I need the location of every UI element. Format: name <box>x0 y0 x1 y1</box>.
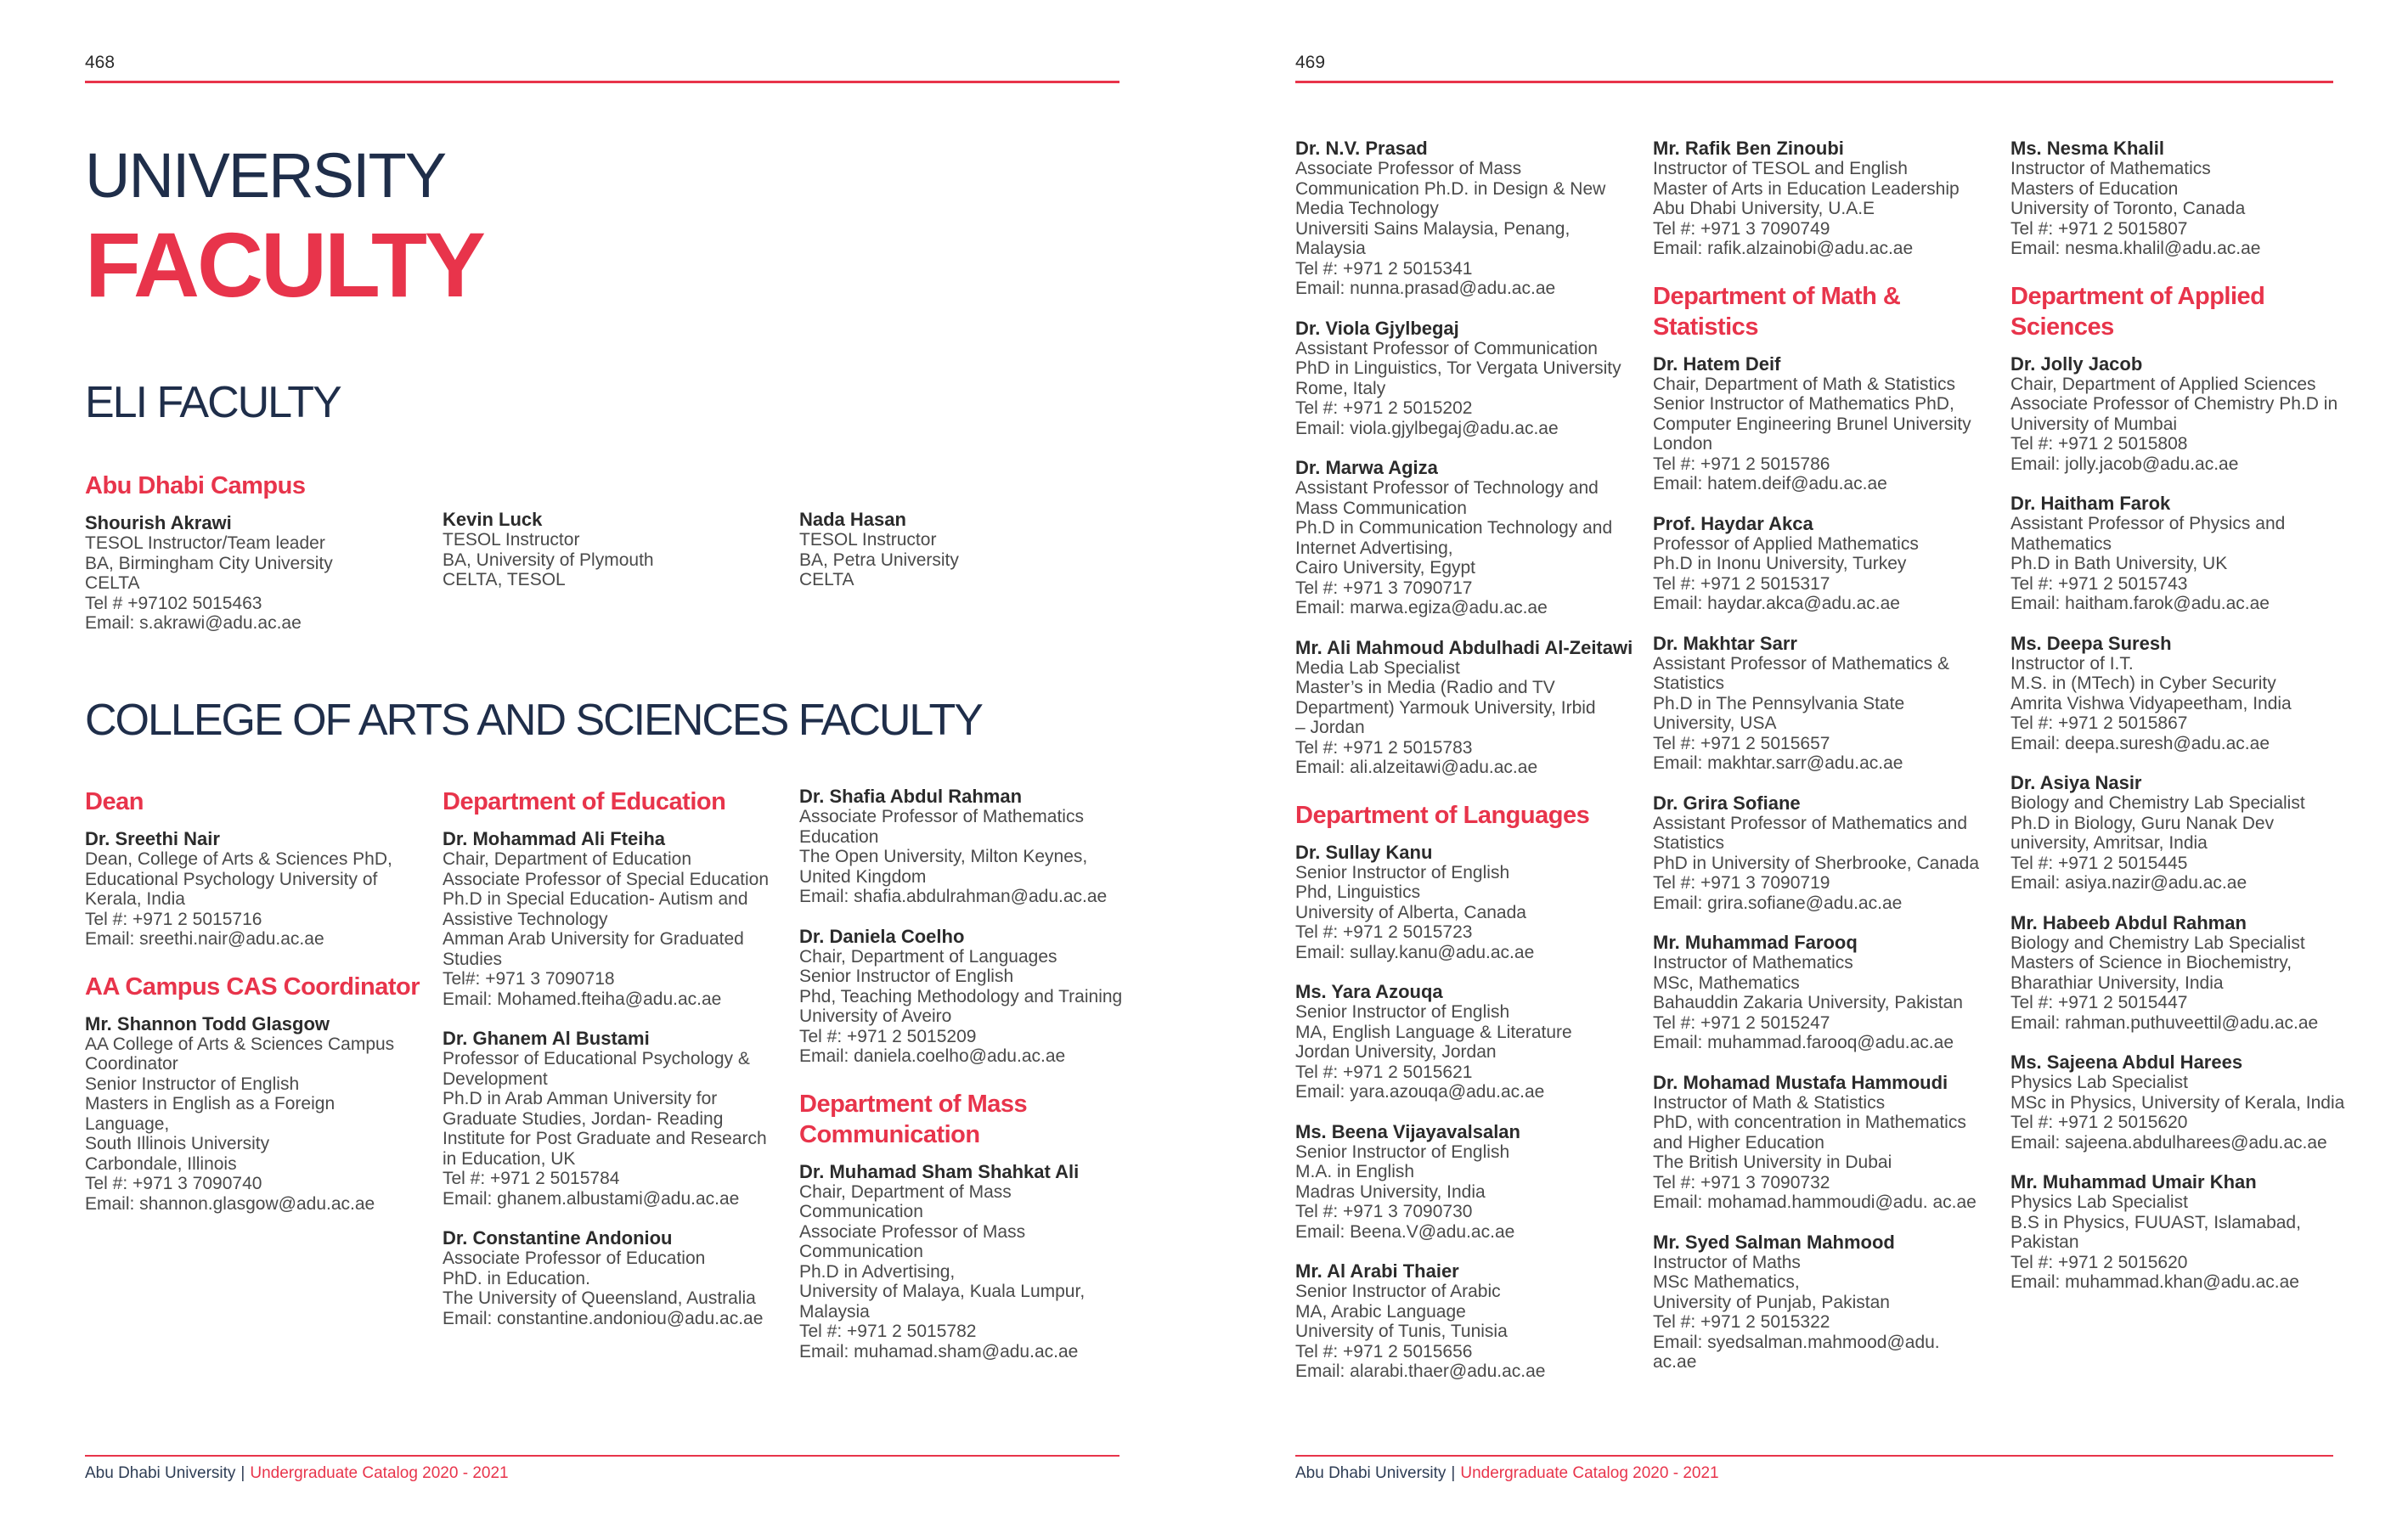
faculty-detail-line: Communication <box>799 1242 923 1261</box>
faculty-detail-line: Email: sreethi.nair@adu.ac.ae <box>85 929 324 949</box>
faculty-detail-line: Physics Lab Specialist <box>2010 1073 2188 1092</box>
faculty-detail-line: Tel #: +971 2 5015723 <box>1295 922 1473 942</box>
faculty-entry <box>1653 1232 1993 1373</box>
faculty-entry <box>1295 638 1635 778</box>
faculty-detail-line: Malaysia <box>1295 239 1366 258</box>
page-number: 469 <box>1295 53 1326 72</box>
faculty-name: Dr. N.V. Prasad <box>1295 138 1428 159</box>
faculty-entry <box>1653 354 1993 494</box>
faculty-detail-line: PhD in University of Sherbrooke, Canada <box>1653 853 1980 873</box>
faculty-detail-line: Ph.D in Special Education- Autism and <box>443 889 748 909</box>
faculty-detail-line: Senior Instructor of English <box>1295 862 1510 882</box>
faculty-name: Kevin Luck <box>443 509 543 530</box>
faculty-entry <box>2010 493 2350 614</box>
faculty-detail-line: and Higher Education <box>1653 1132 1824 1153</box>
faculty-detail-line: United Kingdom <box>799 866 927 887</box>
department-heading: Dean <box>85 788 144 815</box>
faculty-detail-line: Tel #: +971 2 5015783 <box>1295 737 1473 758</box>
faculty-detail-line: Email: sajeena.abdulharees@adu.ac.ae <box>2010 1132 2327 1153</box>
faculty-entry <box>1653 933 1993 1053</box>
faculty-name: Mr. Muhammad Farooq <box>1653 932 1858 953</box>
right-column-1 <box>1295 138 1635 1401</box>
faculty-detail-line: Instructor of Mathematics <box>1653 953 1853 972</box>
faculty-detail-line: Tel #: +971 2 5015657 <box>1653 733 1830 753</box>
faculty-name: Dr. Asiya Nasir <box>2010 772 2142 793</box>
faculty-detail-line: Cairo University, Egypt <box>1295 558 1476 578</box>
faculty-detail-line: Education <box>799 826 879 847</box>
faculty-detail-line: The University of Queensland, Australia <box>443 1288 756 1308</box>
cas-column-1 <box>85 786 425 1233</box>
faculty-detail-line: Coordinator <box>85 1054 178 1074</box>
faculty-detail-line: Associate Professor of Special Education <box>443 869 770 889</box>
faculty-detail-line: Ph.D in Arab Amman University for <box>443 1089 718 1108</box>
faculty-detail-line: Email: muhammad.khan@adu.ac.ae <box>2010 1272 2299 1292</box>
faculty-detail-line: Email: daniela.coelho@adu.ac.ae <box>799 1046 1066 1066</box>
faculty-detail-line: Tel #: +971 3 7090717 <box>1295 578 1473 598</box>
faculty-detail-line: MSc Mathematics, <box>1653 1272 1800 1292</box>
faculty-detail-line: Tel#: +971 3 7090718 <box>443 969 615 989</box>
header-rule <box>85 81 1119 83</box>
faculty-name: Dr. Ghanem Al Bustami <box>443 1028 650 1049</box>
eli-column-3 <box>799 510 1139 610</box>
faculty-detail-line: Tel #: +971 3 7090732 <box>1653 1172 1830 1192</box>
faculty-detail-line: Tel #: +971 2 5015620 <box>2010 1113 2188 1132</box>
faculty-detail-line: TESOL Instructor/Team leader <box>85 533 325 553</box>
faculty-detail-line: Ph.D in Inonu University, Turkey <box>1653 554 1907 573</box>
faculty-detail-line: Email: haydar.akca@adu.ac.ae <box>1653 594 1900 613</box>
faculty-detail-line: Associate Professor of Mass <box>1295 159 1522 178</box>
faculty-detail-line: University of Punjab, Pakistan <box>1653 1292 1890 1312</box>
faculty-detail-line: Email: ali.alzeitawi@adu.ac.ae <box>1295 758 1538 777</box>
faculty-name: Ms. Beena Vijayavalsalan <box>1295 1120 1520 1142</box>
faculty-detail-line: Associate Professor of Mathematics <box>799 807 1084 826</box>
faculty-name: Mr. Al Arabi Thaier <box>1295 1260 1459 1282</box>
faculty-detail-line: Pakistan <box>2010 1232 2079 1252</box>
faculty-detail-line: Email: Mohamed.fteiha@adu.ac.ae <box>443 989 722 1009</box>
faculty-detail-line: in Education, UK <box>443 1148 576 1169</box>
faculty-detail-line: Assistant Professor of Physics and <box>2010 514 2286 533</box>
faculty-detail-line: Email: rafik.alzainobi@adu.ac.ae <box>1653 239 1914 258</box>
faculty-detail-line: MA, Arabic Language <box>1295 1301 1466 1322</box>
faculty-name: Dr. Makhtar Sarr <box>1653 632 1797 654</box>
faculty-detail-line: Tel #: +971 2 5015322 <box>1653 1312 1830 1332</box>
faculty-detail-line: Assistant Professor of Technology and <box>1295 478 1599 498</box>
faculty-name: Dr. Mohammad Ali Fteiha <box>443 828 666 849</box>
faculty-name: Dr. Viola Gjylbegaj <box>1295 317 1459 339</box>
faculty-detail-line: Tel #: +971 2 5015786 <box>1653 454 1830 474</box>
faculty-detail-line: Dean, College of Arts & Sciences PhD, <box>85 849 392 869</box>
faculty-detail-line: Senior Instructor of Mathematics PhD, <box>1653 394 1954 414</box>
faculty-detail-line: Professor of Educational Psychology & <box>443 1049 750 1068</box>
faculty-detail-line: Masters of Education <box>2010 178 2179 199</box>
faculty-detail-line: Email: shannon.glasgow@adu.ac.ae <box>85 1193 375 1214</box>
department-heading: AA Campus CAS Coordinator <box>85 972 420 1001</box>
faculty-entry <box>1295 843 1635 963</box>
faculty-entry <box>2010 773 2350 894</box>
faculty-detail-line: CELTA <box>85 573 140 593</box>
faculty-detail-line: Phd, Linguistics <box>1295 882 1421 902</box>
faculty-detail-line: Tel #: +971 2 5015782 <box>799 1322 977 1341</box>
cas-column-2 <box>443 786 782 1348</box>
faculty-detail-line: Associate Professor of Mass <box>799 1221 1026 1242</box>
faculty-entry <box>443 1029 782 1209</box>
right-page <box>1204 0 2408 1539</box>
faculty-detail-line: Communication Ph.D. in Design & New <box>1295 178 1606 199</box>
faculty-detail-line: Assistant Professor of Mathematics and <box>1653 813 1967 833</box>
faculty-detail-line: Institute for Post Graduate and Research <box>443 1129 767 1148</box>
faculty-name: Prof. Haydar Akca <box>1653 512 1813 534</box>
faculty-entry <box>1295 458 1635 618</box>
faculty-detail-line: Email: mohamad.hammoudi@adu. ac.ae <box>1653 1192 1977 1212</box>
faculty-entry <box>799 1162 1139 1362</box>
page-number: 468 <box>85 53 116 72</box>
faculty-detail-line: Email: syedsalman.mahmood@adu. <box>1653 1332 1940 1352</box>
faculty-name: Shourish Akrawi <box>85 512 232 533</box>
faculty-name: Mr. Muhammad Umair Khan <box>2010 1171 2257 1192</box>
faculty-entry <box>2010 138 2350 259</box>
faculty-entry <box>799 510 1139 590</box>
faculty-detail-line: Tel #: +971 2 5015341 <box>1295 258 1473 279</box>
footer-separator: | <box>240 1464 245 1482</box>
faculty-detail-line: Assistant Professor of Communication <box>1295 338 1598 358</box>
faculty-entry <box>85 1014 425 1215</box>
faculty-entry <box>1653 138 1993 259</box>
faculty-detail-line: AA College of Arts & Sciences Campus <box>85 1034 395 1054</box>
department-heading: Department of Math & Statistics <box>1653 282 1901 341</box>
faculty-detail-line: Phd, Teaching Methodology and Training <box>799 986 1123 1006</box>
faculty-detail-line: Tel #: +971 3 7090749 <box>1653 218 1830 239</box>
faculty-detail-line: Amrita Vishwa Vidyapeetham, India <box>2010 693 2292 713</box>
faculty-detail-line: Instructor of Math & Statistics <box>1653 1092 1886 1113</box>
footer-org: Abu Dhabi University <box>1295 1464 1446 1482</box>
faculty-name: Dr. Shafia Abdul Rahman <box>799 786 1023 807</box>
faculty-detail-line: Associate Professor of Chemistry Ph.D in <box>2010 394 2338 414</box>
faculty-entry <box>1653 634 1993 774</box>
faculty-name: Mr. Shannon Todd Glasgow <box>85 1012 330 1034</box>
faculty-detail-line: London <box>1653 434 1713 454</box>
faculty-detail-line: Email: yara.azouqa@adu.ac.ae <box>1295 1082 1545 1102</box>
faculty-name: Mr. Habeeb Abdul Rahman <box>2010 911 2247 933</box>
faculty-detail-line: Tel #: +971 2 5015621 <box>1295 1062 1473 1082</box>
faculty-name: Dr. Jolly Jacob <box>2010 352 2143 375</box>
faculty-detail-line: Physics Lab Specialist <box>2010 1192 2188 1212</box>
faculty-detail-line: Email: marwa.egiza@adu.ac.ae <box>1295 598 1548 617</box>
faculty-detail-line: Biology and Chemistry Lab Specialist <box>2010 933 2305 953</box>
faculty-detail-line: BA, Birmingham City University <box>85 553 333 573</box>
faculty-detail-line: University of Mumbai <box>2010 414 2178 434</box>
faculty-detail-line: Email: grira.sofiane@adu.ac.ae <box>1653 893 1903 913</box>
faculty-detail-line: MSc in Physics, University of Kerala, India <box>2010 1092 2345 1113</box>
cas-column-3 <box>799 786 1139 1381</box>
faculty-detail-line: Amman Arab University for Graduated <box>443 929 744 949</box>
faculty-detail-line: Bahauddin Zakaria University, Pakistan <box>1653 993 1963 1012</box>
faculty-detail-line: University of Tunis, Tunisia <box>1295 1322 1508 1341</box>
faculty-detail-line: University, USA <box>1653 713 1777 733</box>
faculty-detail-line: university, Amritsar, India <box>2010 833 2208 853</box>
faculty-detail-line: Email: sullay.kanu@adu.ac.ae <box>1295 942 1535 962</box>
faculty-detail-line: The Open University, Milton Keynes, <box>799 847 1088 866</box>
faculty-entry <box>443 1228 782 1328</box>
faculty-detail-line: Tel #: +971 2 5015867 <box>2010 713 2188 733</box>
faculty-detail-line: Tel #: +971 2 5015620 <box>2010 1252 2188 1272</box>
header-rule <box>1295 81 2333 83</box>
faculty-detail-line: Development <box>443 1068 548 1089</box>
faculty-detail-line: MA, English Language & Literature <box>1295 1022 1572 1042</box>
faculty-detail-line: Bharathiar University, India <box>2010 972 2224 993</box>
footer <box>1295 1464 1719 1483</box>
faculty-detail-line: BA, Petra University <box>799 550 959 570</box>
faculty-detail-line: Masters of Science in Biochemistry, <box>2010 953 2292 972</box>
faculty-detail-line: Ph.D in Advertising, <box>799 1261 956 1282</box>
faculty-detail-line: TESOL Instructor <box>799 530 937 550</box>
faculty-detail-line: Senior Instructor of Arabic <box>1295 1282 1501 1301</box>
department-heading: Department of Mass Communication <box>799 1090 1028 1148</box>
faculty-detail-line: Email: hatem.deif@adu.ac.ae <box>1653 474 1887 493</box>
faculty-detail-line: Tel #: +971 3 7090719 <box>1653 873 1830 893</box>
faculty-entry <box>443 510 782 590</box>
faculty-name: Dr. Mohamad Mustafa Hammoudi <box>1653 1071 1948 1093</box>
faculty-detail-line: Graduate Studies, Jordan- Reading <box>443 1108 724 1129</box>
faculty-detail-line: Rome, Italy <box>1295 378 1386 398</box>
faculty-detail-line: Tel #: +971 2 5015317 <box>1653 573 1830 594</box>
faculty-name: Dr. Haitham Farok <box>2010 493 2171 514</box>
faculty-entry <box>443 829 782 1009</box>
faculty-detail-line: University of Malaya, Kuala Lumpur, <box>799 1282 1086 1301</box>
faculty-detail-line: TESOL Instructor <box>443 530 580 550</box>
faculty-name: Dr. Daniela Coelho <box>799 925 965 947</box>
faculty-detail-line: Tel #: +971 2 5015247 <box>1653 1012 1830 1033</box>
footer-rule <box>1295 1455 2333 1457</box>
department-heading: Department of Applied Sciences <box>2010 282 2265 341</box>
faculty-detail-line: CELTA <box>799 570 854 589</box>
faculty-detail-line: Email: deepa.suresh@adu.ac.ae <box>2010 733 2270 753</box>
faculty-detail-line: Tel #: +971 2 5015447 <box>2010 993 2188 1012</box>
faculty-detail-line: Abu Dhabi University, U.A.E <box>1653 199 1875 218</box>
right-column-3 <box>2010 138 2350 1312</box>
faculty-name: Nada Hasan <box>799 509 906 530</box>
faculty-detail-line: Email: makhtar.sarr@adu.ac.ae <box>1653 753 1903 773</box>
faculty-detail-line: Chair, Department of Languages <box>799 946 1057 967</box>
faculty-detail-line: Tel #: +971 2 5015784 <box>443 1169 620 1188</box>
faculty-detail-line: PhD. in Education. <box>443 1268 590 1288</box>
faculty-detail-line: Communication <box>799 1202 923 1221</box>
faculty-detail-line: University of Aveiro <box>799 1006 952 1026</box>
faculty-name: Dr. Hatem Deif <box>1653 352 1781 375</box>
faculty-detail-line: Assistant Professor of Mathematics & <box>1653 653 1949 674</box>
faculty-detail-line: Media Lab Specialist <box>1295 657 1460 678</box>
faculty-detail-line: Tel #: +971 2 5015807 <box>2010 218 2188 239</box>
faculty-detail-line: CELTA, TESOL <box>443 570 566 589</box>
faculty-detail-line: Ph.D in Bath University, UK <box>2010 554 2228 573</box>
faculty-detail-line: Email: viola.gjylbegaj@adu.ac.ae <box>1295 418 1559 438</box>
faculty-detail-line: Email: muhammad.farooq@adu.ac.ae <box>1653 1033 1954 1052</box>
faculty-entry <box>1653 514 1993 614</box>
faculty-name: Dr. Sreethi Nair <box>85 828 220 849</box>
faculty-detail-line: Email: shafia.abdulrahman@adu.ac.ae <box>799 887 1108 906</box>
faculty-entry <box>85 513 425 634</box>
faculty-detail-line: Email: haitham.farok@adu.ac.ae <box>2010 594 2270 613</box>
faculty-detail-line: Instructor of Maths <box>1653 1252 1801 1272</box>
right-column-2 <box>1653 138 1993 1392</box>
faculty-detail-line: Chair, Department of Math & Statistics <box>1653 374 1955 394</box>
faculty-detail-line: Senior Instructor of English <box>799 967 1014 986</box>
faculty-detail-line: Department) Yarmouk University, Irbid <box>1295 697 1596 718</box>
faculty-detail-line: PhD in Linguistics, Tor Vergata University <box>1295 358 1621 378</box>
department-heading: Department of Education <box>443 788 726 815</box>
faculty-name: Ms. Yara Azouqa <box>1295 981 1443 1002</box>
faculty-detail-line: B.S in Physics, FUUAST, Islamabad, <box>2010 1212 2301 1232</box>
faculty-detail-line: Mathematics <box>2010 533 2112 554</box>
faculty-detail-line: Senior Instructor of English <box>1295 1002 1510 1022</box>
title-faculty: FACULTY <box>85 213 483 316</box>
faculty-detail-line: University of Toronto, Canada <box>2010 199 2246 218</box>
faculty-detail-line: MSc, Mathematics <box>1653 972 1800 993</box>
faculty-name: Dr. Constantine Andoniou <box>443 1227 673 1249</box>
faculty-detail-line: Tel # +97102 5015463 <box>85 593 262 613</box>
faculty-detail-line: BA, University of Plymouth <box>443 550 654 570</box>
faculty-name: Mr. Syed Salman Mahmood <box>1653 1231 1895 1253</box>
faculty-detail-line: Tel #: +971 2 5015808 <box>2010 434 2188 454</box>
faculty-detail-line: Master’s in Media (Radio and TV <box>1295 678 1555 697</box>
faculty-detail-line: Tel #: +971 3 7090730 <box>1295 1202 1473 1221</box>
faculty-detail-line: Chair, Department of Education <box>443 849 691 869</box>
faculty-entry <box>2010 1172 2350 1293</box>
faculty-detail-line: Email: muhamad.sham@adu.ac.ae <box>799 1341 1079 1361</box>
faculty-detail-line: Statistics <box>1653 674 1725 693</box>
faculty-detail-line: M.S. in (MTech) in Cyber Security <box>2010 674 2276 693</box>
footer <box>85 1464 509 1483</box>
faculty-detail-line: Associate Professor of Education <box>443 1249 706 1268</box>
faculty-detail-line: Email: jolly.jacob@adu.ac.ae <box>2010 454 2239 474</box>
faculty-entry <box>85 829 425 950</box>
faculty-detail-line: Instructor of Mathematics <box>2010 159 2211 178</box>
faculty-detail-line: Email: constantine.andoniou@adu.ac.ae <box>443 1308 764 1328</box>
faculty-detail-line: Email: s.akrawi@adu.ac.ae <box>85 613 302 633</box>
faculty-detail-line: Tel #: +971 2 5015743 <box>2010 573 2188 594</box>
eli-faculty-heading: ELI FACULTY <box>85 378 341 427</box>
faculty-detail-line: Studies <box>443 949 503 969</box>
faculty-detail-line: Madras University, India <box>1295 1181 1486 1202</box>
faculty-detail-line: Chair, Department of Mass <box>799 1181 1012 1202</box>
faculty-detail-line: Email: nunna.prasad@adu.ac.ae <box>1295 279 1556 298</box>
faculty-detail-line: Kerala, India <box>85 889 185 909</box>
faculty-entry <box>1295 319 1635 439</box>
faculty-detail-line: Mass Communication <box>1295 498 1467 518</box>
faculty-detail-line: Email: asiya.nazir@adu.ac.ae <box>2010 873 2247 893</box>
faculty-detail-line: M.A. in English <box>1295 1162 1415 1181</box>
faculty-entry <box>799 786 1139 907</box>
faculty-detail-line: Ph.D in The Pennsylvania State <box>1653 693 1905 713</box>
faculty-detail-line: Senior Instructor of English <box>85 1074 300 1094</box>
faculty-entry <box>2010 1052 2350 1153</box>
faculty-entry <box>2010 354 2350 475</box>
faculty-detail-line: South Illinois University <box>85 1134 270 1153</box>
faculty-detail-line: Email: Beena.V@adu.ac.ae <box>1295 1221 1515 1242</box>
faculty-name: Mr. Rafik Ben Zinoubi <box>1653 138 1844 159</box>
footer-separator: | <box>1451 1464 1456 1482</box>
faculty-entry <box>1295 138 1635 299</box>
faculty-detail-line: University of Alberta, Canada <box>1295 902 1526 922</box>
faculty-detail-line: Professor of Applied Mathematics <box>1653 533 1919 554</box>
footer-org: Abu Dhabi University <box>85 1464 236 1482</box>
footer-catalog: Undergraduate Catalog 2020 - 2021 <box>1460 1464 1719 1482</box>
faculty-name: Ms. Nesma Khalil <box>2010 138 2164 159</box>
faculty-entry <box>799 927 1139 1067</box>
faculty-detail-line: Ph.D in Biology, Guru Nanak Dev <box>2010 813 2275 833</box>
eli-column-2 <box>443 510 782 610</box>
footer-rule <box>85 1455 1119 1457</box>
faculty-entry <box>2010 913 2350 1034</box>
faculty-detail-line: Assistive Technology <box>443 909 608 929</box>
faculty-entry <box>1295 982 1635 1102</box>
faculty-detail-line: – Jordan <box>1295 718 1365 737</box>
faculty-detail-line: Email: alarabi.thaer@adu.ac.ae <box>1295 1361 1546 1381</box>
department-heading: Department of Languages <box>1295 801 1590 829</box>
faculty-detail-line: Malaysia <box>799 1301 870 1322</box>
cas-faculty-heading: COLLEGE OF ARTS AND SCIENCES FACULTY <box>85 696 982 745</box>
faculty-detail-line: Tel #: +971 2 5015202 <box>1295 398 1473 418</box>
faculty-detail-line: Ph.D in Communication Technology and <box>1295 518 1613 538</box>
faculty-detail-line: Statistics <box>1653 833 1725 853</box>
faculty-detail-line: Computer Engineering Brunel University <box>1653 414 1971 434</box>
faculty-entry <box>1653 793 1993 914</box>
faculty-detail-line: Language, <box>85 1113 170 1134</box>
footer-catalog: Undergraduate Catalog 2020 - 2021 <box>250 1464 509 1482</box>
faculty-detail-line: Master of Arts in Education Leadership <box>1653 178 1960 199</box>
faculty-detail-line: Media Technology <box>1295 199 1439 218</box>
faculty-detail-line: Tel #: +971 2 5015716 <box>85 909 262 929</box>
faculty-detail-line: PhD, with concentration in Mathematics <box>1653 1113 1966 1132</box>
faculty-detail-line: Instructor of I.T. <box>2010 653 2134 674</box>
faculty-detail-line: Email: rahman.puthuveettil@adu.ac.ae <box>2010 1012 2319 1033</box>
faculty-name: Dr. Grira Sofiane <box>1653 792 1801 814</box>
faculty-detail-line: Carbondale, Illinois <box>85 1153 237 1174</box>
faculty-detail-line: Tel #: +971 3 7090740 <box>85 1174 262 1193</box>
faculty-detail-line: Chair, Department of Applied Sciences <box>2010 374 2316 394</box>
faculty-entry <box>1295 1122 1635 1243</box>
faculty-detail-line: Educational Psychology University of <box>85 869 378 889</box>
faculty-detail-line: Email: ghanem.albustami@adu.ac.ae <box>443 1188 740 1209</box>
title-university: UNIVERSITY <box>85 140 446 211</box>
faculty-detail-line: Senior Instructor of English <box>1295 1142 1510 1162</box>
faculty-detail-line: Tel #: +971 2 5015656 <box>1295 1341 1473 1361</box>
department-heading: Abu Dhabi Campus <box>85 472 306 499</box>
faculty-entry <box>1653 1073 1993 1213</box>
faculty-name: Mr. Ali Mahmoud Abdulhadi Al-Zeitawi <box>1295 636 1633 658</box>
faculty-name: Ms. Deepa Suresh <box>2010 632 2172 654</box>
faculty-detail-line: Instructor of TESOL and English <box>1653 159 1908 178</box>
faculty-entry <box>1295 1261 1635 1382</box>
faculty-name: Dr. Sullay Kanu <box>1295 841 1433 863</box>
faculty-name: Ms. Sajeena Abdul Harees <box>2010 1051 2243 1073</box>
faculty-detail-line: Tel #: +971 2 5015209 <box>799 1026 977 1046</box>
faculty-detail-line: Tel #: +971 2 5015445 <box>2010 853 2188 873</box>
faculty-entry <box>2010 634 2350 754</box>
faculty-name: Dr. Marwa Agiza <box>1295 457 1438 478</box>
faculty-detail-line: Internet Advertising, <box>1295 538 1453 558</box>
faculty-detail-line: Masters in English as a Foreign <box>85 1094 336 1113</box>
faculty-detail-line: ac.ae <box>1653 1352 1697 1372</box>
faculty-detail-line: Universiti Sains Malaysia, Penang, <box>1295 218 1571 239</box>
eli-column-1 <box>85 471 425 653</box>
faculty-detail-line: Email: nesma.khalil@adu.ac.ae <box>2010 239 2261 258</box>
faculty-detail-line: Jordan University, Jordan <box>1295 1042 1497 1062</box>
faculty-detail-line: The British University in Dubai <box>1653 1153 1892 1172</box>
faculty-detail-line: Biology and Chemistry Lab Specialist <box>2010 793 2305 813</box>
faculty-name: Dr. Muhamad Sham Shahkat Ali <box>799 1160 1080 1182</box>
